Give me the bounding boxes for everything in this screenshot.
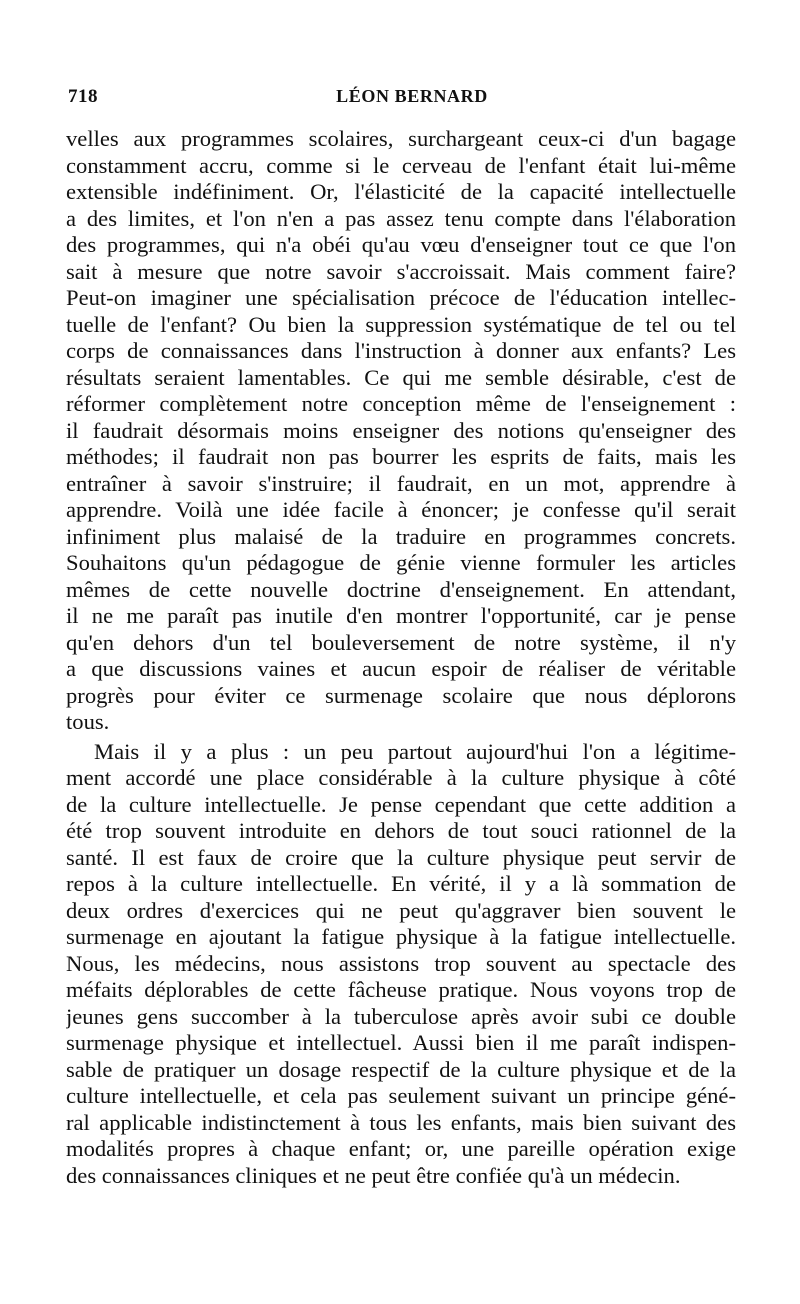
text-line: repos à la culture intellectuelle. En vérité, il y a là sommation de (66, 871, 736, 896)
text-line: réformer complètement notre conception même de l'enseignement : (66, 391, 736, 416)
page-number: 718 (68, 86, 98, 107)
text-line: apprendre. Voilà une idée facile à énoncer; je confesse qu'il serait (66, 497, 736, 522)
text-line: tous. (66, 709, 110, 734)
text-line: Peut-on imaginer une spécialisation précoce de l'éducation intellec- (66, 285, 736, 310)
paragraph (66, 739, 736, 1190)
text-line: sable de pratiquer un dosage respectif de la culture physique et de la (66, 1056, 736, 1082)
text-line: été trop souvent introduite en dehors de tout souci rationnel de la (66, 818, 736, 843)
text-line: corps de connaissances dans l'instruction à donner aux enfants? Les (66, 338, 736, 363)
text-line: santé. Il est faux de croire que la culture physique peut servir de (66, 844, 736, 870)
text-line: ment accordé une place considérable à la culture physique à côté (66, 765, 736, 790)
text-line: Nous, les médecins, nous assistons trop souvent au spectacle des (66, 950, 736, 976)
text-line: méthodes; il faudrait non pas bourrer les esprits de faits, mais les (66, 444, 736, 469)
text-line: il ne me paraît pas inutile d'en montrer l'opportunité, car je pense (66, 603, 736, 628)
text-line: a que discussions vaines et aucun espoir de réaliser de véritable (66, 656, 736, 681)
text-line: jeunes gens succomber à la tuberculose après avoir subi ce double (66, 1003, 736, 1029)
text-line: deux ordres d'exercices qui ne peut qu'aggraver bien souvent le (66, 897, 736, 923)
running-head: LÉON BERNARD (336, 86, 488, 106)
text-line: progrès pour éviter ce surmenage scolaire que nous déplorons (66, 682, 736, 708)
paragraph (66, 126, 736, 736)
text-line: Souhaitons qu'un pédagogue de génie vienne formuler les articles (66, 550, 736, 575)
text-line: surmenage physique et intellectuel. Aussi bien il me paraît indispen- (66, 1030, 736, 1055)
text-line: Mais il y a plus : un peu partout aujourd'hui l'on a légitime- (94, 738, 736, 764)
text-line: culture intellectuelle, et cela pas seulement suivant un principe géné- (66, 1083, 736, 1108)
text-line: extensible indéfiniment. Or, l'élasticité de la capacité intellectuelle (66, 179, 736, 204)
text-line: de la culture intellectuelle. Je pense cependant que cette addition a (66, 791, 736, 817)
text-line: ral applicable indistinctement à tous les enfants, mais bien suivant des (66, 1109, 736, 1135)
text-line: modalités propres à chaque enfant; or, une pareille opération exige (66, 1136, 736, 1161)
text-line: méfaits déplorables de cette fâcheuse pratique. Nous voyons trop de (66, 977, 736, 1002)
text-line: des programmes, qui n'a obéi qu'au vœu d'enseigner tout ce que l'on (66, 232, 736, 257)
text-line: entraîner à savoir s'instruire; il faudrait, en un mot, apprendre à (66, 470, 736, 496)
text-line: tuelle de l'enfant? Ou bien la suppression systématique de tel ou tel (66, 311, 736, 337)
text-line: sait à mesure que notre savoir s'accroissait. Mais comment faire? (66, 258, 736, 284)
text-line: a des limites, et l'on n'en a pas assez tenu compte dans l'élaboration (66, 205, 736, 231)
text-line: des connaissances cliniques et ne peut être confiée qu'à un médecin. (66, 1162, 681, 1188)
text-line: résultats seraient lamentables. Ce qui me semble désirable, c'est de (66, 364, 736, 390)
page-header (68, 86, 736, 114)
text-line: qu'en dehors d'un tel bouleversement de notre système, il n'y (66, 629, 736, 655)
text-line: mêmes de cette nouvelle doctrine d'enseignement. En attendant, (66, 576, 736, 602)
body-text (66, 126, 736, 1189)
text-line: velles aux programmes scolaires, surchargeant ceux-ci d'un bagage (66, 126, 736, 151)
text-line: infiniment plus malaisé de la traduire en programmes concrets. (66, 523, 736, 549)
text-line: il faudrait désormais moins enseigner des notions qu'enseigner des (66, 417, 736, 443)
text-line: constamment accru, comme si le cerveau de l'enfant était lui-même (66, 152, 736, 178)
text-line: surmenage en ajoutant la fatigue physique à la fatigue intellectuelle. (66, 924, 736, 949)
